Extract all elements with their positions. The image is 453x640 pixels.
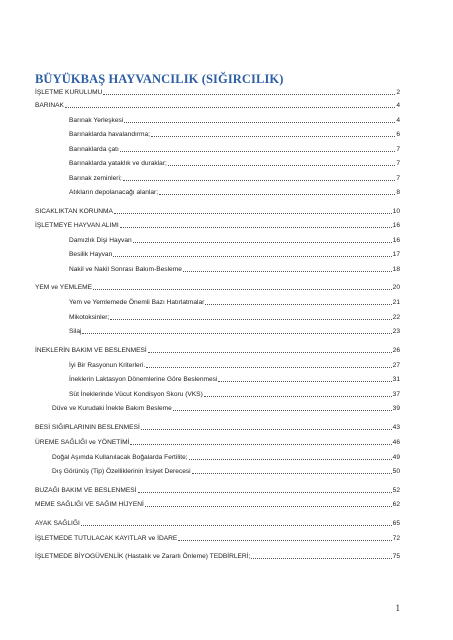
toc-dot-leader [204, 396, 392, 397]
toc-entry[interactable] [35, 86, 400, 96]
toc-entry-label: ÜREME SAĞLIĞI ve YÖNETİMİ [35, 439, 130, 446]
toc-entry[interactable] [35, 484, 400, 494]
toc-dot-leader [151, 136, 395, 137]
toc-entry[interactable] [69, 157, 400, 167]
toc-entry-label: İyi Bir Rasyonun Kriterleri. [69, 362, 146, 369]
toc-entry-page: 10 [392, 208, 400, 215]
toc-entry-page: 65 [392, 520, 400, 527]
toc-entry[interactable] [35, 99, 400, 109]
toc-entry-page: 18 [392, 266, 400, 273]
toc-entry-page: 72 [392, 535, 400, 542]
toc-entry-page: 6 [396, 131, 400, 138]
toc-entry[interactable] [52, 451, 400, 461]
toc-dot-leader [192, 473, 392, 474]
toc-entry-label: BUZAĞI BAKIM VE BESLENMESİ [35, 487, 137, 494]
toc-entry-label: Dış Görünüş (Tip) Özelliklerinin İrsiyet Derecesi [52, 468, 191, 475]
toc-entry[interactable] [69, 388, 400, 398]
toc-entry-page: 4 [396, 117, 400, 124]
toc-entry-page: 49 [392, 454, 400, 461]
page-number: 1 [395, 603, 400, 613]
toc-entry-label: YEM ve YEMLEME [35, 284, 93, 291]
toc-entry[interactable] [69, 296, 400, 306]
toc-entry-page: 20 [392, 284, 400, 291]
toc-entry-label: BARINAK [35, 102, 64, 109]
toc-dot-leader [65, 107, 395, 108]
toc-dot-leader [82, 333, 391, 334]
toc-entry-page: 62 [392, 501, 400, 508]
toc-entry-label: Barınak Yerleşkesi [69, 117, 124, 124]
toc-dot-leader [113, 256, 391, 257]
toc-dot-leader [138, 492, 392, 493]
toc-entry[interactable] [35, 436, 400, 446]
toc-dot-leader [114, 213, 392, 214]
toc-entry-page: 4 [396, 102, 400, 109]
toc-entry-page: 37 [392, 391, 400, 398]
toc-entry[interactable] [35, 344, 400, 354]
toc-entry-label: AYAK SAĞLIĞI [35, 520, 80, 527]
toc-entry[interactable] [52, 465, 400, 475]
toc-entry[interactable] [35, 421, 400, 431]
toc-entry[interactable] [69, 359, 400, 369]
toc-entry-page: 43 [392, 424, 400, 431]
toc-entry-label: Nakil ve Nakil Sonrası Bakım-Besleme [69, 266, 182, 273]
toc-dot-leader [251, 558, 391, 559]
toc-entry-label: BESİ SIĞIRLARININ BESLENMESİ [35, 424, 140, 431]
toc-entry-page: 8 [396, 189, 400, 196]
toc-entry-page: 7 [396, 146, 400, 153]
toc-entry-page: 17 [392, 251, 400, 258]
toc-entry[interactable] [69, 263, 400, 273]
toc-entry-label: MEME SAĞLIĞI VE SAĞIM HİJYENİ [35, 501, 144, 508]
toc-entry-page: 26 [392, 347, 400, 354]
toc-entry[interactable] [35, 205, 400, 215]
toc-dot-leader [218, 381, 391, 382]
toc-entry[interactable] [35, 281, 400, 291]
toc-dot-leader [173, 410, 392, 411]
toc-entry-label: Yem ve Yemlemede Önemli Bazı Hatırlatmalar [69, 299, 205, 306]
document-title: BÜYÜKBAŞ HAYVANCILIK (SIĞIRCILIK) [35, 72, 284, 86]
toc-dot-leader [145, 506, 392, 507]
toc-entry[interactable] [69, 311, 400, 321]
toc-entry-label: Doğal Aşımda Kullanılacak Boğalarda Fertilite; [52, 454, 188, 461]
toc-entry-page: 50 [392, 468, 400, 475]
toc-entry-label: İNEKLERİN BAKIM VE BESLENMESİ [35, 347, 147, 354]
toc-dot-leader [183, 271, 392, 272]
toc-entry-page: 31 [392, 376, 400, 383]
toc-entry-label: İneklerin Laktasyon Dönemlerine Göre Beslenmesi [69, 376, 218, 383]
toc-entry[interactable] [69, 248, 400, 258]
toc-dot-leader [103, 94, 395, 95]
toc-entry[interactable] [52, 402, 400, 412]
toc-entry-label: SICAKLIKTAN KORUNMA [35, 208, 113, 215]
toc-entry[interactable] [35, 498, 400, 508]
toc-dot-leader [81, 525, 392, 526]
toc-entry[interactable] [69, 114, 400, 124]
toc-dot-leader [189, 459, 392, 460]
toc-entry-label: Atıkların depolanacağı alanlar; [69, 189, 159, 196]
toc-entry-label: İŞLETME KURULUMU [35, 89, 103, 96]
toc-entry-page: 27 [392, 362, 400, 369]
toc-entry-label: Besilik Hayvan [69, 251, 113, 258]
toc-entry-label: Düve ve Kurudaki İnekte Bakım Besleme [52, 405, 172, 412]
toc-entry-label: İŞLETMEDE TUTULACAK KAYITLAR ve İDARE [35, 535, 178, 542]
toc-entry-page: 46 [392, 439, 400, 446]
toc-dot-leader [168, 165, 395, 166]
toc-entry-page: 16 [392, 237, 400, 244]
toc-entry[interactable] [69, 128, 400, 138]
toc-entry[interactable] [35, 517, 400, 527]
toc-entry-label: Damızlık Dişi Hayvan [69, 237, 132, 244]
toc-entry-label: Süt İneklerinde Vücut Kondisyon Skoru (VKS) [69, 391, 203, 398]
toc-entry-page: 7 [396, 175, 400, 182]
toc-dot-leader [146, 367, 391, 368]
toc-entry[interactable] [35, 550, 400, 560]
toc-dot-leader [205, 304, 391, 305]
toc-entry[interactable] [69, 143, 400, 153]
toc-entry[interactable] [69, 325, 400, 335]
toc-entry-page: 22 [392, 314, 400, 321]
toc-entry-page: 7 [396, 160, 400, 167]
toc-entry-label: İŞLETMEDE BİYOGÜVENLİK (Hastalık ve Zararlı Önleme) TEDBİRLERİ; [35, 553, 251, 560]
toc-dot-leader [148, 352, 392, 353]
toc-entry-page: 21 [392, 299, 400, 306]
toc-entry-label: İŞLETMEYE HAYVAN ALIMI [35, 222, 119, 229]
toc-entry-label: Mikotoksinler; [69, 314, 110, 321]
toc-dot-leader [178, 540, 391, 541]
toc-entry-label: Silaj [69, 328, 82, 335]
toc-dot-leader [120, 227, 392, 228]
toc-entry[interactable] [35, 532, 400, 542]
toc-entry[interactable] [69, 234, 400, 244]
toc-entry-label: Barınak zeminleri; [69, 175, 122, 182]
toc-entry-label: Barınaklarda yataklık ve duraklar; [69, 160, 167, 167]
toc-entry-page: 39 [392, 405, 400, 412]
toc-dot-leader [110, 319, 391, 320]
toc-entry[interactable] [69, 186, 400, 196]
toc-dot-leader [93, 289, 392, 290]
toc-entry[interactable] [69, 172, 400, 182]
toc-entry-page: 2 [396, 89, 400, 96]
toc-dot-leader [124, 122, 395, 123]
toc-dot-leader [159, 194, 395, 195]
toc-dot-leader [120, 151, 395, 152]
toc-dot-leader [133, 242, 392, 243]
toc-entry-page: 75 [392, 553, 400, 560]
toc-dot-leader [123, 180, 396, 181]
toc-entry-page: 16 [392, 222, 400, 229]
toc-dot-leader [130, 444, 391, 445]
toc-entry[interactable] [35, 219, 400, 229]
toc-entry-label: Barınaklarda havalandırma; [69, 131, 151, 138]
toc-dot-leader [141, 429, 392, 430]
toc-entry-page: 52 [392, 487, 400, 494]
toc-entry-label: Barınaklarda çatı [69, 146, 119, 153]
toc-entry-page: 23 [392, 328, 400, 335]
toc-entry[interactable] [69, 373, 400, 383]
